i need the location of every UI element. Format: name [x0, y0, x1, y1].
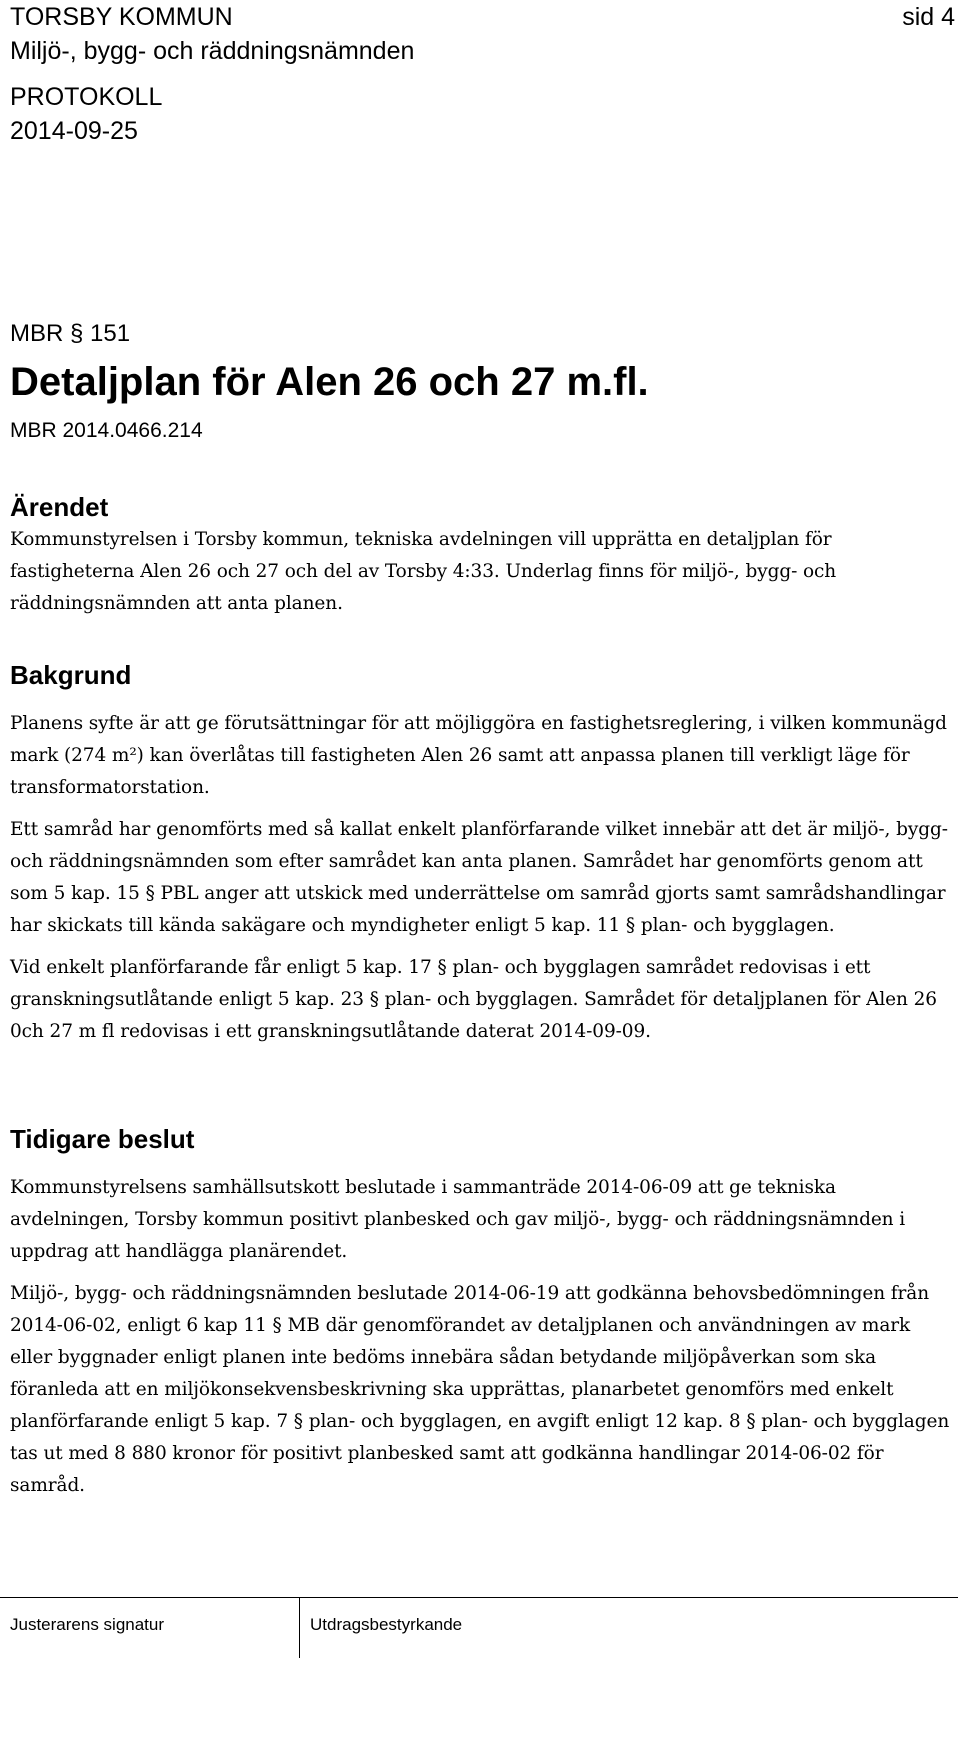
case-title: Detaljplan för Alen 26 och 27 m.fl.: [10, 360, 649, 404]
section-heading-arendet: Ärendet: [10, 492, 109, 522]
paragraph: Planens syfte är att ge förutsättningar för att möjliggöra en fastighetsreglering, i vilken kommunägd mark (274 m²) kan överlåtas till fastigheten Alen 26 samt att anpassa planen till verkligt läge för transformatorstation.: [10, 713, 947, 798]
municipality-name: TORSBY KOMMUN: [10, 3, 233, 31]
paragraph: Vid enkelt planförfarande får enligt 5 kap. 17 § plan- och bygglagen samrådet redovisas i ett granskningsutlåtande enligt 5 kap. 23 § plan- och bygglagen. Samrådet för detaljplanen för Alen 26 0ch 27 m fl redovisas i ett granskningsutlåtande daterat 2014-09-09.: [10, 957, 937, 1042]
case-block: [10, 318, 950, 446]
certification-field: [300, 1598, 600, 1658]
paragraph: Kommunstyrelsens samhällsutskott beslutade i sammanträde 2014-06-09 att ge tekniska avdelningen, Torsby kommun positivt planbesked och gav miljö-, bygg- och räddningsnämnden i uppdrag att handlägga planärendet.: [10, 1177, 906, 1262]
paragraph-reference: MBR § 151: [10, 320, 131, 347]
section-heading-tidigare-beslut: Tidigare beslut: [10, 1124, 195, 1154]
page-number: sid 4: [902, 3, 955, 31]
section-heading-bakgrund: Bakgrund: [10, 660, 132, 690]
section-tidigare-beslut: [10, 1122, 950, 1502]
certification-label: Utdragsbestyrkande: [310, 1615, 463, 1634]
section-arendet: [10, 490, 950, 620]
paragraph: Miljö-, bygg- och räddningsnämnden beslutade 2014-06-19 att godkänna behovsbedömningen från 2014-06-02, enligt 6 kap 11 § MB där genomförandet av detaljplanen och användningen av mark eller byggnader enligt planen inte bedöms innebära sådan betydande miljöpåverkan som ska föranleda att en miljökonsekvensbeskrivning ska upprättas, planarbetet genomförs med enkelt planförfarande enligt 5 kap. 7 § plan- och bygglagen, en avgift enligt 12 kap. 8 § plan- och bygglagen tas ut med 8 880 kronor för positivt planbesked samt att godkänna handlingar 2014-06-02 för samråd.: [10, 1283, 950, 1496]
board-name: Miljö-, bygg- och räddningsnämnden: [10, 37, 415, 65]
signature-footer: [0, 1597, 960, 1658]
document-header: [10, 0, 955, 148]
document-type: PROTOKOLL: [10, 83, 163, 111]
paragraph: Ett samråd har genomförts med så kallat enkelt planförfarande vilket innebär att det är miljö-, bygg- och räddningsnämnden som efter samrådet kan anta planen. Samrådet har genomförts genom att som 5 kap. 15 § PBL anger att utskick med underrättelse om samråd gjorts samt samrådshandlingar har skickats till kända sakägare och myndigheter enligt 5 kap. 11 § plan- och bygglagen.: [10, 819, 948, 936]
signature-field: [0, 1598, 300, 1658]
case-number: MBR 2014.0466.214: [10, 419, 203, 442]
signature-label: Justerarens signatur: [10, 1615, 165, 1634]
meeting-date: 2014-09-25: [10, 117, 138, 145]
paragraph: Kommunstyrelsen i Torsby kommun, tekniska avdelningen vill upprätta en detaljplan för fastigheterna Alen 26 och 27 och del av Torsby 4:33. Underlag finns för miljö-, bygg- och räddningsnämnden att anta planen.: [10, 529, 837, 614]
section-bakgrund: [10, 658, 950, 1048]
